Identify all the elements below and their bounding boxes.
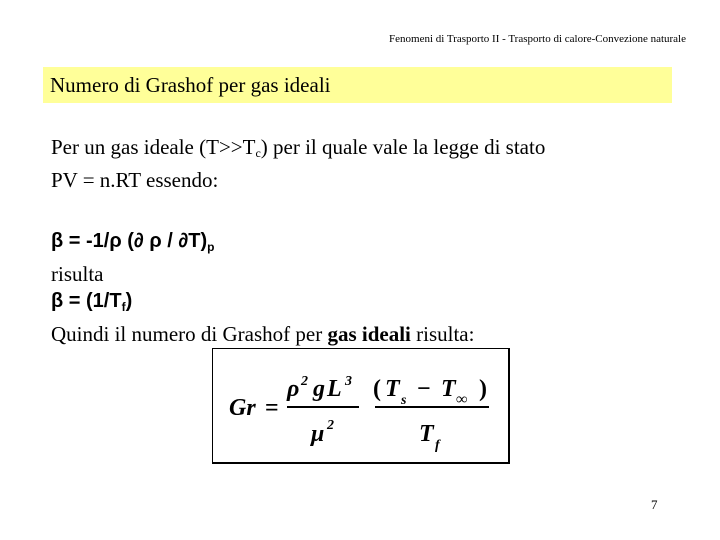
formula-Ts-sub: s [401, 393, 407, 408]
formula-rho: ρ [287, 376, 300, 402]
beta-ideal-text-b: ) [125, 290, 133, 312]
intro-text-b: ) per il quale vale la legge di stato [260, 135, 546, 159]
slide-header: Fenomeni di Trasporto II - Trasporto di calore-Convezione naturale [389, 33, 686, 45]
grashof-formula-box [212, 348, 510, 464]
grashof-formula [213, 349, 509, 463]
page-number: 7 [651, 497, 658, 512]
risulta-line: risulta [51, 262, 104, 286]
intro-line-2: PV = n.RT essendo: [51, 168, 219, 192]
formula-Tinf-sub: ∞ [456, 391, 468, 408]
formula-Ts: T [385, 376, 400, 402]
formula-mu: μ [311, 421, 325, 447]
quindi-line [51, 321, 691, 348]
beta-definition-subscript: p [207, 240, 215, 254]
formula-lhs: Gr [229, 395, 256, 421]
beta-ideal-subscript: f [121, 300, 126, 314]
formula-g: g [313, 376, 325, 402]
formula-Tinf: T [441, 376, 456, 402]
formula-close-paren: ) [479, 376, 487, 402]
intro-line-1 [51, 134, 691, 167]
beta-ideal-text-a: β = (1/T [51, 290, 122, 312]
beta-definition [51, 228, 691, 261]
formula-minus: − [417, 376, 431, 402]
intro-text-a: Per un gas ideale (T>>T [51, 135, 256, 159]
formula-L: L [327, 376, 342, 402]
beta-definition-text: β = -1/ρ (∂ ρ / ∂T) [51, 230, 208, 252]
body-text [51, 134, 691, 348]
tc-subscript: c [255, 146, 261, 160]
title-bar [43, 67, 672, 103]
formula-Tf: T [419, 421, 434, 447]
formula-mu-exp: 2 [327, 418, 334, 433]
quindi-text-b: risulta: [410, 322, 475, 346]
formula-L-exp: 3 [345, 374, 352, 389]
formula-equals: = [265, 395, 279, 421]
formula-Tf-sub: f [435, 438, 440, 453]
formula-rho-exp: 2 [301, 374, 308, 389]
quindi-text-a: Quindi il numero di Grashof per [51, 322, 328, 346]
slide-title: Numero di Grashof per gas ideali [50, 72, 331, 97]
beta-ideal [51, 288, 691, 321]
formula-open-paren: ( [373, 376, 381, 402]
quindi-bold: gas ideali [327, 322, 411, 346]
